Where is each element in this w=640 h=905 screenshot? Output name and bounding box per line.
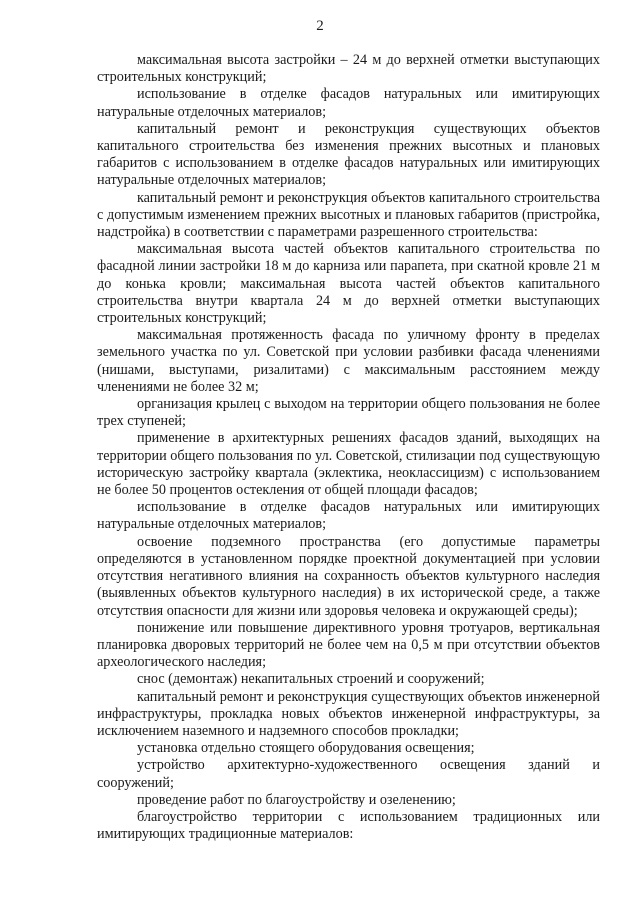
paragraph: использование в отделке фасадов натуральных или имитирующих натуральные отделочных материалов; bbox=[97, 499, 600, 533]
paragraph: благоустройство территории с использованием традиционных или имитирующих традиционные материалов: bbox=[97, 808, 600, 843]
paragraph: проведение работ по благоустройству и озеленению; bbox=[137, 791, 456, 808]
paragraph: максимальная высота частей объектов капитального строительства по фасадной линии застройки 18 м до карниза или парапета, при скатной кровле 21 м до конька кровли; максимальная высота частей объектов капитального строительства внутри квартала 24 м до верхней отметки выступающих строительных конструкций; bbox=[97, 241, 600, 327]
paragraph: устройство архитектурно-художественного освещения зданий и сооружений; bbox=[97, 757, 600, 791]
paragraph: освоение подземного пространства (его допустимые параметры определяются в установленном порядке проектной документацией при условии отсутствия негативного влияния на сохранность объектов культурного наследия (выявленных объектов культурного наследия) в их исторической среде, а также отсутствия опасности для жизни или здоровья человека и окружающей среды); bbox=[97, 533, 600, 619]
paragraph: максимальная протяженность фасада по уличному фронту в пределах земельного участка по ул. Советской при условии разбивки фасада членениями (нишами, выступами, ризалитами) с максимальным расстоянием между членениями не более 32 м; bbox=[97, 327, 600, 395]
document-body bbox=[97, 52, 600, 843]
paragraph: понижение или повышение директивного уровня тротуаров, вертикальная планировка дворовых территорий не более чем на 0,5 м при отсутствии объектов археологического наследия; bbox=[97, 619, 600, 671]
paragraph: максимальная высота застройки – 24 м до верхней отметки выступающих строительных конструкций; bbox=[97, 52, 600, 86]
paragraph: организация крылец с выходом на территории общего пользования не более трех ступеней; bbox=[97, 396, 600, 430]
paragraph: капитальный ремонт и реконструкция существующих объектов инженерной инфраструктуры, прокладка новых объектов инженерной инфраструктуры, за исключением наземного и надземного способов прокладки; bbox=[97, 688, 600, 739]
page-number: 2 bbox=[316, 18, 324, 34]
paragraph: применение в архитектурных решениях фасадов зданий, выходящих на территории общего пользования по ул. Советской, стилизации под существующую историческую застройку квартала (эклектика, неоклассицизм) с использованием не более 50 процентов остекления от общей площади фасадов; bbox=[97, 430, 600, 499]
paragraph: установка отдельно стоящего оборудования освещения; bbox=[137, 740, 475, 757]
paragraph: капитальный ремонт и реконструкция существующих объектов капитального строительства без изменения прежних высотных и плановых габаритов с использованием в отделке фасадов натуральных или имитирующих натуральные отделочных материалов; bbox=[97, 120, 600, 189]
paragraph: снос (демонтаж) некапитальных строений и сооружений; bbox=[137, 671, 485, 688]
paragraph: капитальный ремонт и реконструкция объектов капитального строительства с допустимым изменением прежних высотных и плановых габаритов (пристройка, надстройка) в соответствии с параметрами разрешенного строительства: bbox=[97, 189, 600, 241]
paragraph: использование в отделке фасадов натуральных или имитирующих натуральные отделочных материалов; bbox=[97, 86, 600, 120]
